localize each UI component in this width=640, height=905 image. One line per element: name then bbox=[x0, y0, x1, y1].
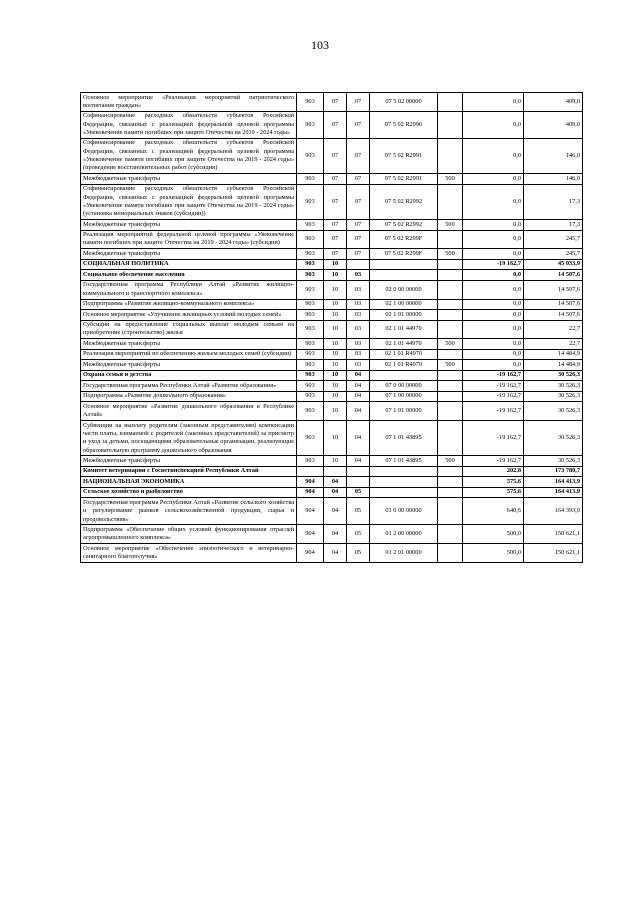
row-change-amount: -19 162,7 bbox=[463, 391, 524, 401]
row-expense-type: 500 bbox=[438, 220, 463, 230]
table-row bbox=[81, 310, 583, 320]
row-total-amount: 245,7 bbox=[524, 230, 583, 249]
row-total-amount: 17,3 bbox=[524, 220, 583, 230]
row-ministry-code: 903 bbox=[297, 360, 324, 370]
row-target-code: 07 1 00 00000 bbox=[370, 391, 438, 401]
row-change-amount: 0,0 bbox=[463, 111, 524, 138]
row-expense-type bbox=[438, 111, 463, 138]
row-expense-type bbox=[438, 487, 463, 497]
row-change-amount: -19 162,7 bbox=[463, 402, 524, 421]
row-subsection-code: 07 bbox=[347, 249, 370, 259]
row-name: Комитет ветеринарии с Госветинспекцией Республики Алтай bbox=[81, 466, 297, 476]
row-total-amount: 245,7 bbox=[524, 249, 583, 259]
table-row bbox=[81, 339, 583, 349]
row-target-code bbox=[370, 270, 438, 280]
row-name: Межбюджетные трансферты bbox=[81, 174, 297, 184]
row-target-code: 07 1 01 43895 bbox=[370, 456, 438, 466]
row-section-code: 10 bbox=[324, 270, 347, 280]
row-target-code: 02 1 01 R4970 bbox=[370, 360, 438, 370]
row-expense-type: 500 bbox=[438, 339, 463, 349]
row-section-code: 10 bbox=[324, 456, 347, 466]
row-change-amount: 0,0 bbox=[463, 220, 524, 230]
row-name: Подпрограмма «Обеспечение общих условий функционирования отраслей агропромышленного комплекса» bbox=[81, 525, 297, 544]
table-row bbox=[81, 220, 583, 230]
row-expense-type bbox=[438, 477, 463, 487]
row-change-amount: 0,0 bbox=[463, 184, 524, 219]
row-name: Основное мероприятие «Реализация мероприятий патриотического воспитания граждан» bbox=[81, 93, 297, 112]
row-expense-type bbox=[438, 230, 463, 249]
row-ministry-code: 903 bbox=[297, 370, 324, 380]
row-name: Государственная программа Республики Алтай «Развитие образования» bbox=[81, 381, 297, 391]
row-expense-type bbox=[438, 270, 463, 280]
table-row bbox=[81, 349, 583, 359]
row-ministry-code: 903 bbox=[297, 421, 324, 456]
row-section-code: 07 bbox=[324, 138, 347, 173]
row-expense-type bbox=[438, 544, 463, 563]
row-change-amount: 575,6 bbox=[463, 477, 524, 487]
row-section-code: 04 bbox=[324, 498, 347, 525]
table-row bbox=[81, 381, 583, 391]
row-name: Межбюджетные трансферты bbox=[81, 360, 297, 370]
row-section-code: 10 bbox=[324, 391, 347, 401]
row-total-amount: 14 507,6 bbox=[524, 310, 583, 320]
row-subsection-code: 07 bbox=[347, 184, 370, 219]
row-subsection-code: 07 bbox=[347, 93, 370, 112]
row-section-code: 07 bbox=[324, 174, 347, 184]
row-expense-type bbox=[438, 349, 463, 359]
row-expense-type bbox=[438, 184, 463, 219]
row-total-amount: 30 526,3 bbox=[524, 421, 583, 456]
row-expense-type bbox=[438, 320, 463, 339]
row-subsection-code bbox=[347, 477, 370, 487]
row-subsection-code bbox=[347, 466, 370, 476]
row-ministry-code: 903 bbox=[297, 270, 324, 280]
row-ministry-code: 903 bbox=[297, 456, 324, 466]
row-total-amount: 14 507,6 bbox=[524, 299, 583, 309]
row-expense-type bbox=[438, 310, 463, 320]
row-expense-type: 500 bbox=[438, 249, 463, 259]
row-change-amount: 0,0 bbox=[463, 280, 524, 299]
row-target-code bbox=[370, 259, 438, 269]
row-change-amount: -19 162,7 bbox=[463, 456, 524, 466]
row-target-code: 07 5 02 R299F bbox=[370, 230, 438, 249]
row-ministry-code: 903 bbox=[297, 249, 324, 259]
row-total-amount: 164 413,9 bbox=[524, 477, 583, 487]
row-section-code: 10 bbox=[324, 349, 347, 359]
row-target-code: 07 5 02 R2990 bbox=[370, 111, 438, 138]
row-ministry-code: 903 bbox=[297, 320, 324, 339]
row-name: Социальное обеспечение населения bbox=[81, 270, 297, 280]
row-subsection-code: 05 bbox=[347, 498, 370, 525]
row-section-code: 10 bbox=[324, 280, 347, 299]
row-subsection-code: 07 bbox=[347, 220, 370, 230]
row-total-amount: 146,0 bbox=[524, 138, 583, 173]
row-target-code bbox=[370, 477, 438, 487]
row-target-code: 02 1 01 R4970 bbox=[370, 349, 438, 359]
row-expense-type bbox=[438, 466, 463, 476]
row-change-amount: 202,8 bbox=[463, 466, 524, 476]
row-total-amount: 14 484,9 bbox=[524, 349, 583, 359]
row-ministry-code: 903 bbox=[297, 339, 324, 349]
table-row bbox=[81, 477, 583, 487]
row-name: Охрана семьи и детства bbox=[81, 370, 297, 380]
row-name: Межбюджетные трансферты bbox=[81, 339, 297, 349]
row-total-amount: 164 413,9 bbox=[524, 487, 583, 497]
row-ministry-code: 903 bbox=[297, 259, 324, 269]
row-section-code: 10 bbox=[324, 402, 347, 421]
row-subsection-code: 07 bbox=[347, 138, 370, 173]
row-total-amount: 14 484,9 bbox=[524, 360, 583, 370]
row-change-amount: 575,6 bbox=[463, 487, 524, 497]
row-change-amount: 0,0 bbox=[463, 174, 524, 184]
row-total-amount: 45 033,9 bbox=[524, 259, 583, 269]
row-change-amount: 0,0 bbox=[463, 339, 524, 349]
row-total-amount: 150 621,1 bbox=[524, 525, 583, 544]
row-subsection-code: 03 bbox=[347, 360, 370, 370]
row-change-amount: 0,0 bbox=[463, 249, 524, 259]
row-section-code: 04 bbox=[324, 477, 347, 487]
row-name: Подпрограмма «Развитие жилищно-коммунального комплекса» bbox=[81, 299, 297, 309]
row-target-code: 02 1 01 44970 bbox=[370, 339, 438, 349]
row-change-amount: -19 162,7 bbox=[463, 381, 524, 391]
table-row bbox=[81, 270, 583, 280]
row-change-amount: 0,0 bbox=[463, 349, 524, 359]
table-row bbox=[81, 525, 583, 544]
row-total-amount: 409,0 bbox=[524, 93, 583, 112]
row-change-amount: 640,6 bbox=[463, 498, 524, 525]
row-section-code bbox=[324, 466, 347, 476]
row-ministry-code: 903 bbox=[297, 230, 324, 249]
row-subsection-code: 05 bbox=[347, 525, 370, 544]
row-name: Межбюджетные трансферты bbox=[81, 220, 297, 230]
table-row bbox=[81, 544, 583, 563]
row-expense-type bbox=[438, 391, 463, 401]
row-target-code: 01 2 00 00000 bbox=[370, 525, 438, 544]
row-subsection-code: 03 bbox=[347, 339, 370, 349]
row-total-amount: 30 526,3 bbox=[524, 370, 583, 380]
row-subsection-code: 03 bbox=[347, 299, 370, 309]
row-section-code: 07 bbox=[324, 230, 347, 249]
row-subsection-code: 03 bbox=[347, 280, 370, 299]
row-target-code: 02 0 00 00000 bbox=[370, 280, 438, 299]
table-row bbox=[81, 402, 583, 421]
table-row bbox=[81, 391, 583, 401]
row-name: Реализация мероприятий по обеспечению жильем молодых семей (субсидии) bbox=[81, 349, 297, 359]
row-target-code: 07 5 02 00000 bbox=[370, 93, 438, 112]
row-section-code: 10 bbox=[324, 370, 347, 380]
row-subsection-code bbox=[347, 259, 370, 269]
row-expense-type: 500 bbox=[438, 174, 463, 184]
row-name: Софинансирование расходных обязательств субъектов Российской Федерации, связанных с реализацией федеральной целевой программы «Увековечение памяти погибших при защите Отечества на 2019 - 2024 годы» (установка мемориальных знаков (субсидии)) bbox=[81, 184, 297, 219]
row-subsection-code: 03 bbox=[347, 349, 370, 359]
row-subsection-code: 05 bbox=[347, 544, 370, 563]
row-subsection-code: 07 bbox=[347, 174, 370, 184]
row-subsection-code: 04 bbox=[347, 456, 370, 466]
row-change-amount: -19 162,7 bbox=[463, 370, 524, 380]
table-row bbox=[81, 174, 583, 184]
row-change-amount: 0,0 bbox=[463, 270, 524, 280]
row-total-amount: 150 621,1 bbox=[524, 544, 583, 563]
row-target-code: 07 5 02 R2991 bbox=[370, 174, 438, 184]
row-target-code: 07 1 01 00000 bbox=[370, 402, 438, 421]
row-ministry-code: 903 bbox=[297, 349, 324, 359]
row-change-amount: 500,0 bbox=[463, 525, 524, 544]
table-row bbox=[81, 259, 583, 269]
row-name: Софинансирование расходных обязательств субъектов Российской Федерации, связанных с реализацией федеральной целевой программы «Увековечение памяти погибших при защите Отечества на 2019 - 2024 годы» (проведение восстановительных работ (субсидии) bbox=[81, 138, 297, 173]
row-section-code: 07 bbox=[324, 249, 347, 259]
table-row bbox=[81, 249, 583, 259]
row-target-code: 01 0 00 00000 bbox=[370, 498, 438, 525]
row-name: Межбюджетные трансферты bbox=[81, 456, 297, 466]
row-total-amount: 14 507,6 bbox=[524, 280, 583, 299]
table-body bbox=[81, 93, 583, 563]
row-change-amount: 0,0 bbox=[463, 138, 524, 173]
row-subsection-code: 07 bbox=[347, 111, 370, 138]
row-change-amount: -19 162,7 bbox=[463, 259, 524, 269]
row-name: Основное мероприятие «Обеспечение эпизоотического и ветеринарно-санитарного благополучия» bbox=[81, 544, 297, 563]
row-ministry-code: 903 bbox=[297, 402, 324, 421]
row-total-amount: 164 393,9 bbox=[524, 498, 583, 525]
row-total-amount: 30 526,3 bbox=[524, 381, 583, 391]
table-row bbox=[81, 230, 583, 249]
table-row bbox=[81, 111, 583, 138]
row-ministry-code: 903 bbox=[297, 111, 324, 138]
row-section-code: 04 bbox=[324, 487, 347, 497]
row-target-code: 01 2 01 00000 bbox=[370, 544, 438, 563]
row-section-code: 10 bbox=[324, 339, 347, 349]
table-row bbox=[81, 138, 583, 173]
row-name: Основное мероприятие «Развитие дошкольного образования в Республике Алтай» bbox=[81, 402, 297, 421]
row-ministry-code: 904 bbox=[297, 487, 324, 497]
row-ministry-code: 903 bbox=[297, 184, 324, 219]
row-subsection-code: 04 bbox=[347, 402, 370, 421]
row-name: Подпрограмма «Развитие дошкольного образования» bbox=[81, 391, 297, 401]
row-ministry-code bbox=[297, 466, 324, 476]
row-ministry-code: 903 bbox=[297, 391, 324, 401]
row-section-code: 04 bbox=[324, 525, 347, 544]
row-section-code: 10 bbox=[324, 310, 347, 320]
row-total-amount: 30 526,3 bbox=[524, 402, 583, 421]
row-name: Субсидии на предоставление социальных выплат молодым семьям на приобретение (строительство) жилья bbox=[81, 320, 297, 339]
table-row bbox=[81, 320, 583, 339]
row-ministry-code: 903 bbox=[297, 280, 324, 299]
row-expense-type bbox=[438, 381, 463, 391]
row-target-code: 07 5 02 R299F bbox=[370, 249, 438, 259]
table-row bbox=[81, 280, 583, 299]
row-expense-type bbox=[438, 525, 463, 544]
row-name: Государственная программа Республики Алтай «Развитие жилищно-коммунального и транспортного комплекса» bbox=[81, 280, 297, 299]
row-expense-type bbox=[438, 93, 463, 112]
row-name: Субвенции на выплату родителям (законным представителям) компенсации части платы, взимаемой с родителей (законных представителей) за присмотр и уход за детьми, посещающими образовательные организации, реализующие образовательную программу дошкольного образования bbox=[81, 421, 297, 456]
table-row bbox=[81, 360, 583, 370]
table-row bbox=[81, 421, 583, 456]
row-expense-type bbox=[438, 421, 463, 456]
table-row bbox=[81, 184, 583, 219]
row-section-code: 07 bbox=[324, 93, 347, 112]
row-subsection-code: 03 bbox=[347, 270, 370, 280]
row-change-amount: 500,0 bbox=[463, 544, 524, 563]
row-section-code: 07 bbox=[324, 220, 347, 230]
row-subsection-code: 04 bbox=[347, 421, 370, 456]
row-target-code: 07 0 00 00000 bbox=[370, 381, 438, 391]
row-subsection-code: 03 bbox=[347, 320, 370, 339]
row-section-code: 10 bbox=[324, 259, 347, 269]
row-section-code: 10 bbox=[324, 299, 347, 309]
row-subsection-code: 03 bbox=[347, 310, 370, 320]
row-ministry-code: 904 bbox=[297, 544, 324, 563]
row-ministry-code: 903 bbox=[297, 138, 324, 173]
row-name: Межбюджетные трансферты bbox=[81, 249, 297, 259]
row-change-amount: 0,0 bbox=[463, 299, 524, 309]
row-expense-type bbox=[438, 138, 463, 173]
row-section-code: 10 bbox=[324, 381, 347, 391]
row-expense-type bbox=[438, 259, 463, 269]
row-name: Государственная программа Республики Алтай «Развитие сельского хозяйства и регулирование рынков сельскохозяйственной продукции, сырья и продовольствия» bbox=[81, 498, 297, 525]
table-row bbox=[81, 498, 583, 525]
row-target-code: 02 1 01 44970 bbox=[370, 320, 438, 339]
row-target-code bbox=[370, 466, 438, 476]
row-ministry-code: 903 bbox=[297, 220, 324, 230]
row-expense-type bbox=[438, 370, 463, 380]
row-total-amount: 146,0 bbox=[524, 174, 583, 184]
row-section-code: 07 bbox=[324, 184, 347, 219]
row-name: Реализация мероприятий федеральной целевой программы «Увековечение памяти погибших при защите Отечества на 2019 - 2024 годы» (субсидии) bbox=[81, 230, 297, 249]
row-subsection-code: 04 bbox=[347, 381, 370, 391]
row-target-code: 07 1 01 43895 bbox=[370, 421, 438, 456]
row-section-code: 07 bbox=[324, 111, 347, 138]
row-subsection-code: 07 bbox=[347, 230, 370, 249]
row-target-code bbox=[370, 487, 438, 497]
row-name: Сельское хозяйство и рыболовство bbox=[81, 487, 297, 497]
row-ministry-code: 903 bbox=[297, 310, 324, 320]
row-ministry-code: 904 bbox=[297, 525, 324, 544]
row-change-amount: 0,0 bbox=[463, 93, 524, 112]
row-target-code: 02 1 01 00000 bbox=[370, 310, 438, 320]
table-row bbox=[81, 456, 583, 466]
row-ministry-code: 903 bbox=[297, 174, 324, 184]
row-change-amount: -19 162,7 bbox=[463, 421, 524, 456]
row-section-code: 04 bbox=[324, 544, 347, 563]
row-change-amount: 0,0 bbox=[463, 310, 524, 320]
row-name: НАЦИОНАЛЬНАЯ ЭКОНОМИКА bbox=[81, 477, 297, 487]
row-section-code: 10 bbox=[324, 320, 347, 339]
row-ministry-code: 904 bbox=[297, 498, 324, 525]
row-total-amount: 22,7 bbox=[524, 320, 583, 339]
row-target-code: 07 5 02 R2992 bbox=[370, 184, 438, 219]
row-expense-type bbox=[438, 280, 463, 299]
row-target-code: 07 5 02 R2992 bbox=[370, 220, 438, 230]
row-total-amount: 17,3 bbox=[524, 184, 583, 219]
row-ministry-code: 903 bbox=[297, 381, 324, 391]
row-change-amount: 0,0 bbox=[463, 230, 524, 249]
table-row bbox=[81, 299, 583, 309]
row-target-code: 07 5 02 R2991 bbox=[370, 138, 438, 173]
row-name: Софинансирование расходных обязательств субъектов Российской Федерации, связанных с реализацией федеральной целевой программы «Увековечение памяти погибших при защите Отечества на 2019 - 2024 годы» bbox=[81, 111, 297, 138]
page-number: 103 bbox=[311, 38, 329, 52]
row-change-amount: 0,0 bbox=[463, 320, 524, 339]
row-total-amount: 22,7 bbox=[524, 339, 583, 349]
row-total-amount: 173 780,7 bbox=[524, 466, 583, 476]
row-section-code: 10 bbox=[324, 421, 347, 456]
row-total-amount: 30 526,3 bbox=[524, 391, 583, 401]
row-expense-type: 500 bbox=[438, 360, 463, 370]
row-expense-type bbox=[438, 402, 463, 421]
row-total-amount: 409,0 bbox=[524, 111, 583, 138]
row-change-amount: 0,0 bbox=[463, 360, 524, 370]
table-row bbox=[81, 487, 583, 497]
table-row bbox=[81, 370, 583, 380]
row-section-code: 10 bbox=[324, 360, 347, 370]
budget-table bbox=[80, 92, 583, 563]
row-name: СОЦИАЛЬНАЯ ПОЛИТИКА bbox=[81, 259, 297, 269]
row-expense-type: 500 bbox=[438, 456, 463, 466]
row-ministry-code: 904 bbox=[297, 477, 324, 487]
table-row bbox=[81, 93, 583, 112]
row-target-code bbox=[370, 370, 438, 380]
row-expense-type bbox=[438, 498, 463, 525]
row-subsection-code: 05 bbox=[347, 487, 370, 497]
row-name: Основное мероприятие «Улучшение жилищных условий молодых семей» bbox=[81, 310, 297, 320]
table-row bbox=[81, 466, 583, 476]
row-expense-type bbox=[438, 299, 463, 309]
row-ministry-code: 903 bbox=[297, 299, 324, 309]
row-total-amount: 30 526,3 bbox=[524, 456, 583, 466]
row-subsection-code: 04 bbox=[347, 370, 370, 380]
row-total-amount: 14 507,6 bbox=[524, 270, 583, 280]
row-ministry-code: 903 bbox=[297, 93, 324, 112]
row-target-code: 02 1 00 00000 bbox=[370, 299, 438, 309]
row-subsection-code: 04 bbox=[347, 391, 370, 401]
